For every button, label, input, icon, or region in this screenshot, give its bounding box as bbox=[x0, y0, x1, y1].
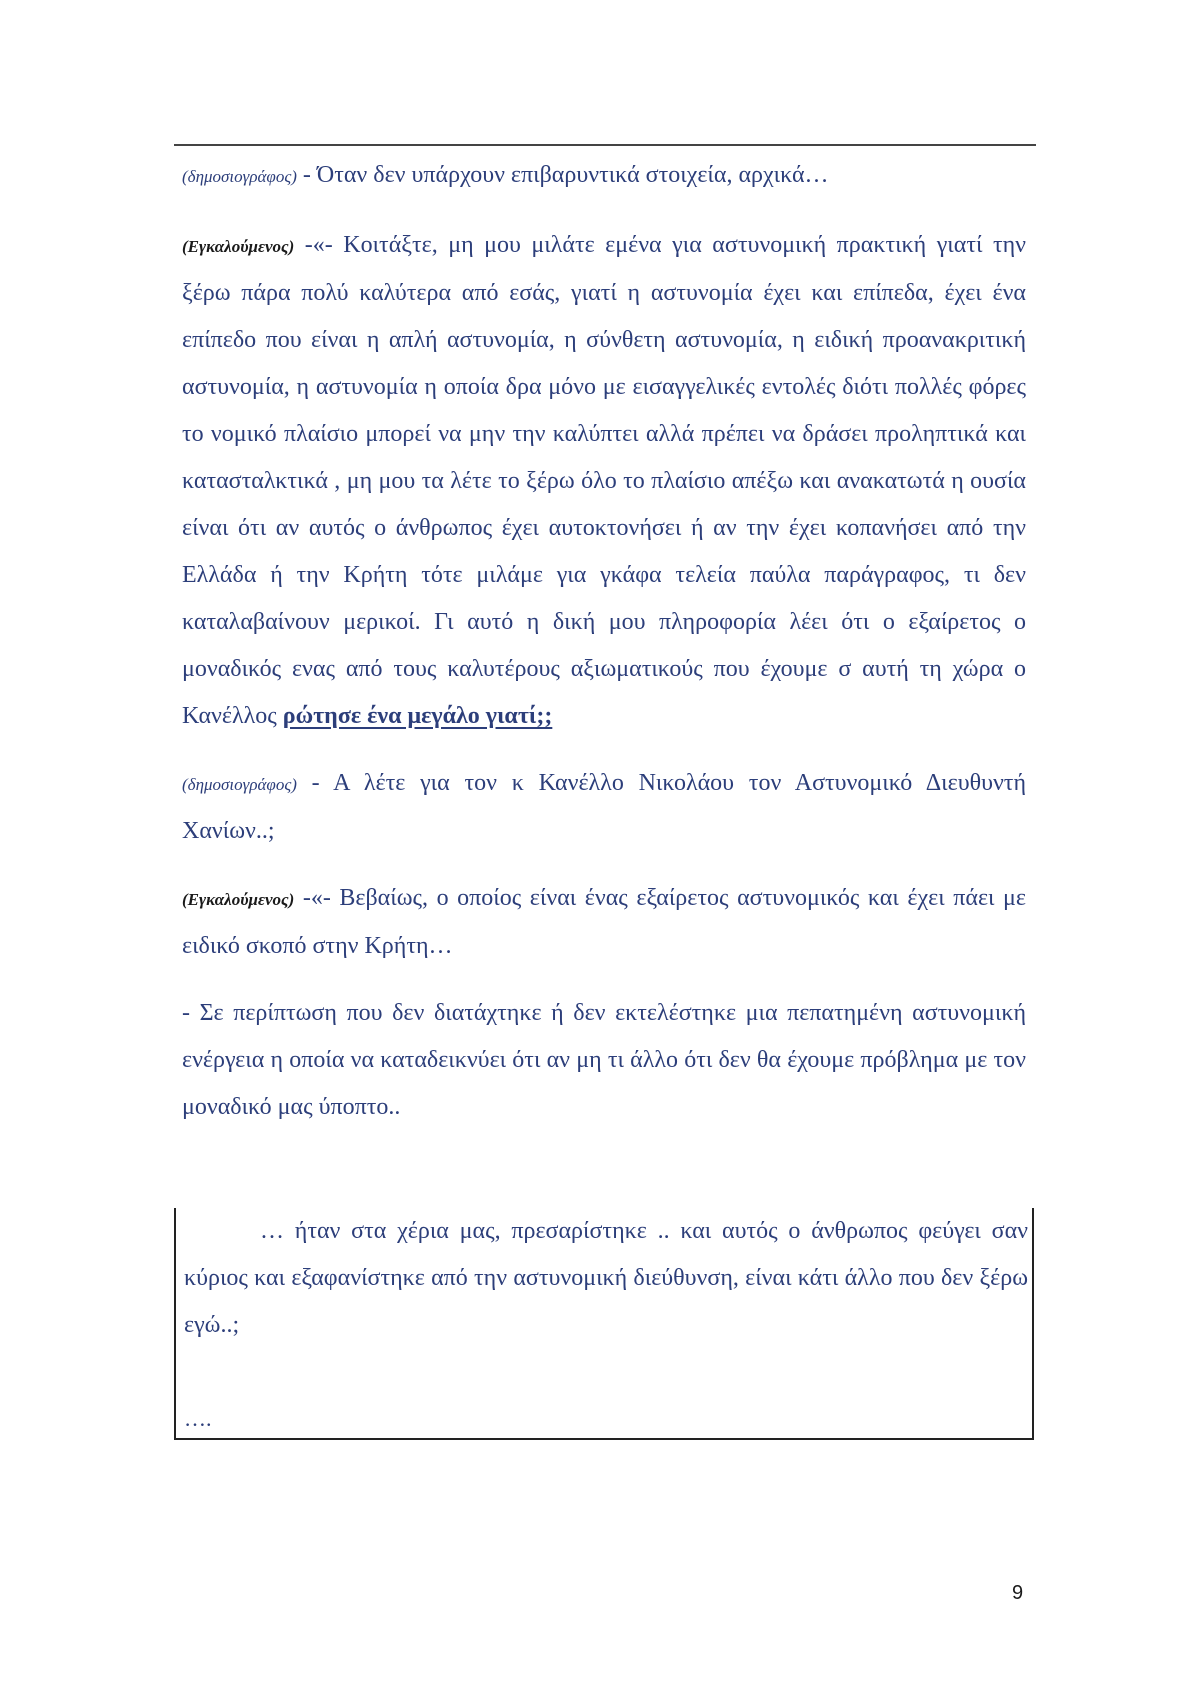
speaker-label: (Εγκαλούμενος) bbox=[182, 237, 295, 256]
paragraph-statement bbox=[182, 990, 1026, 1131]
document-body bbox=[182, 152, 1026, 1131]
speaker-label: (δημοσιογράφος) bbox=[182, 775, 297, 794]
paragraph-text: -«- Βεβαίως, ο οποίος είναι ένας εξαίρετος αστυνομικός και έχει πάει με ειδικό σκοπό στην Κρήτη… bbox=[182, 885, 1026, 959]
boxed-quote-body bbox=[184, 1208, 1028, 1349]
boxed-quote bbox=[174, 1208, 1034, 1440]
speaker-label: (δημοσιογράφος) bbox=[182, 167, 297, 186]
header-rule bbox=[174, 144, 1036, 146]
paragraph-text: -«- Κοιτάξτε, μη μου μιλάτε εμένα για αστυνομική πρακτική γιατί την ξέρω πάρα πολύ καλύτερα από εσάς, γιατί η αστυνομία έχει και επίπεδα, έχει ένα επίπεδο που είναι η απλή αστυνομία, η σύνθετη αστυνομία, η ειδική προανακριτική αστυνομία, η αστυνομία η οποία δρα μόνο με εισαγγελικές εντολές διότι πολλές φόρες το νομικό πλαίσιο μπορεί να μην την καλύπτει αλλά πρέπει να δράσει προληπτικά και κατασταλκτικά , μη μου τα λέτε το ξέρω όλο το πλαίσιο απέξω και ανακατωτά η ουσία είναι ότι αν αυτός ο άνθρωπος έχει αυτοκτονήσει ή αν την έχει κοπανήσει από την Ελλάδα ή την Κρήτη τότε μιλάμε για γκάφα τελεία παύλα παράγραφος, τι δεν καταλαβαίνουν μερικοί. Γι αυτό η δική μου πληροφορία λέει ότι ο εξαίρετος ο μοναδικός ενας από τους καλυτέρους αξιωματικούς που έχουμε σ αυτή τη χώρα ο Κανέλλος bbox=[182, 232, 1026, 729]
paragraph-text: - Α λέτε για τον κ Κανέλλο Νικολάου τον Αστυνομικό Διευθυντή Χανίων..; bbox=[182, 770, 1026, 844]
boxed-quote-text: … ήταν στα χέρια μας, πρεσαρίστηκε .. και αυτός ο άνθρωπος φεύγει σαν κύριος και εξαφανίστηκε από την αστυνομική διεύθυνση, είναι κάτι άλλο που δεν ξέρω εγώ..; bbox=[184, 1218, 1028, 1338]
paragraph-text: - Σε περίπτωση που δεν διατάχτηκε ή δεν εκτελέστηκε μια πεπατημένη αστυνομική ενέργεια η οποία να καταδεικνύει ότι αν μη τι άλλο ότι δεν θα έχουμε πρόβλημα με τον μοναδικό μας ύποπτο.. bbox=[182, 1000, 1026, 1120]
paragraph-journalist-1 bbox=[182, 152, 1026, 200]
paragraph-defendant-2 bbox=[182, 875, 1026, 970]
page-number: 9 bbox=[1012, 1582, 1024, 1604]
paragraph-text: - Όταν δεν υπάρχουν επιβαρυντικά στοιχεία, αρχικά… bbox=[296, 162, 829, 188]
speaker-label: (Εγκαλούμενος) bbox=[182, 890, 295, 909]
paragraph-defendant-1 bbox=[182, 222, 1026, 740]
emphasized-phrase: ρώτησε ένα μεγάλο γιατί;; bbox=[282, 703, 553, 729]
boxed-quote-ellipsis: …. bbox=[184, 1406, 212, 1431]
paragraph-journalist-2 bbox=[182, 760, 1026, 855]
